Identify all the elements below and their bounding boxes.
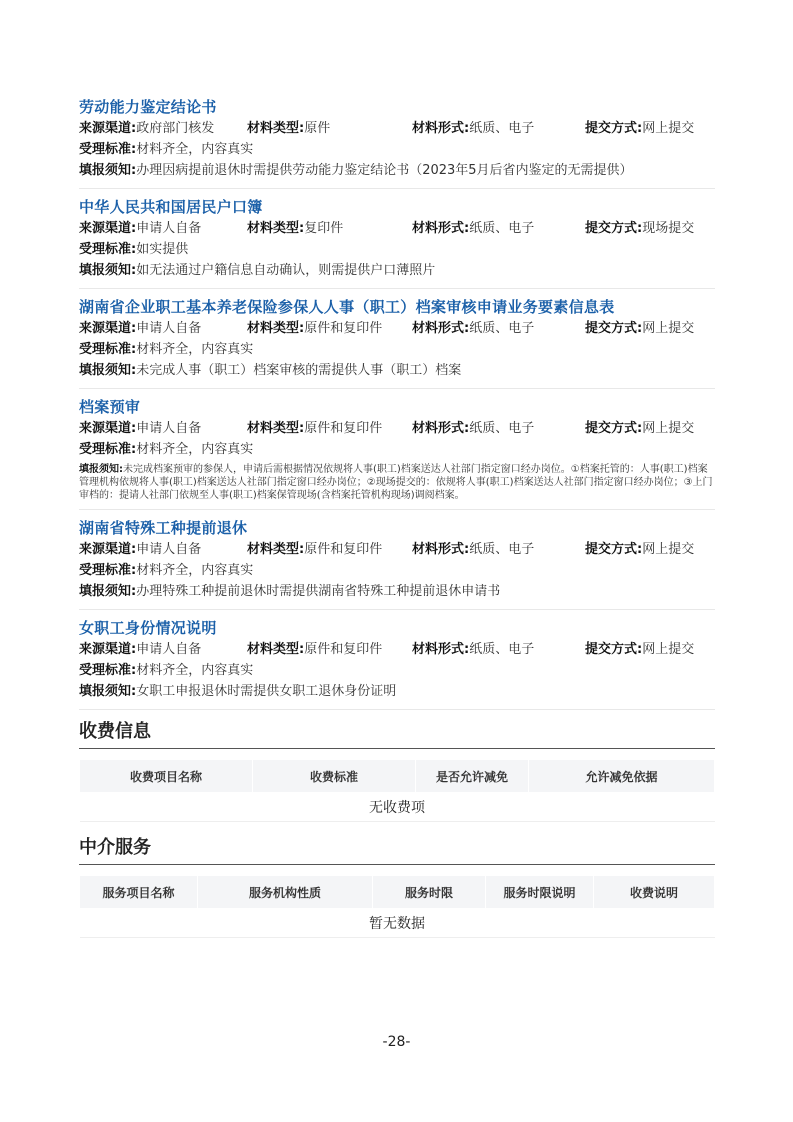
source-label: 来源渠道: (79, 542, 137, 557)
form-label: 材料形式: (412, 221, 470, 236)
material-item (79, 96, 715, 189)
notice-label: 填报须知: (79, 163, 137, 178)
material-item (79, 517, 715, 610)
form-value: 纸质、电子 (469, 642, 535, 657)
form-value: 纸质、电子 (469, 121, 535, 136)
agency-table (79, 875, 715, 938)
material-title: 劳动能力鉴定结论书 (79, 98, 217, 116)
type-value: 原件 (304, 121, 331, 136)
submit-value: 现场提交 (642, 221, 695, 236)
material-notice-row (79, 581, 715, 602)
notice-label: 填报须知: (79, 584, 137, 599)
standard-value: 材料齐全，内容真实 (136, 142, 254, 157)
submit-value: 网上提交 (642, 421, 695, 436)
standard-label: 受理标准: (79, 242, 137, 257)
source-value: 申请人自备 (136, 542, 202, 557)
notice-label: 填报须知: (79, 684, 137, 699)
material-notice-row (79, 681, 715, 702)
fee-table-row (80, 793, 715, 822)
source-label: 来源渠道: (79, 642, 137, 657)
notice-value: 女职工申报退休时需提供女职工退休身份证明 (136, 684, 397, 699)
notice-label: 填报须知: (79, 363, 137, 378)
submit-label: 提交方式: (585, 642, 643, 657)
notice-label: 填报须知: (79, 263, 137, 278)
material-standard-row (79, 239, 715, 260)
material-title: 档案预审 (79, 398, 141, 416)
material-meta-row (79, 318, 715, 339)
type-label: 材料类型: (247, 221, 305, 236)
material-notice-row (79, 160, 715, 181)
material-meta-row (79, 539, 715, 560)
type-label: 材料类型: (247, 321, 305, 336)
material-meta-row (79, 218, 715, 239)
fee-header-basis: 允许减免依据 (529, 760, 715, 793)
standard-label: 受理标准: (79, 663, 137, 678)
material-standard-row (79, 439, 715, 460)
source-value: 申请人自备 (136, 642, 202, 657)
page-number: -28- (382, 1034, 411, 1050)
notice-value: 办理特殊工种提前退休时需提供湖南省特殊工种提前退休申请书 (136, 584, 501, 599)
fee-empty-text: 无收费项 (80, 793, 715, 822)
form-label: 材料形式: (412, 542, 470, 557)
material-notice-row (79, 360, 715, 381)
submit-value: 网上提交 (642, 121, 695, 136)
standard-label: 受理标准: (79, 442, 137, 457)
source-value: 申请人自备 (136, 421, 202, 436)
standard-value: 材料齐全，内容真实 (136, 563, 254, 578)
material-notice-row (79, 460, 715, 502)
standard-value: 材料齐全，内容真实 (136, 442, 254, 457)
form-value: 纸质、电子 (469, 421, 535, 436)
notice-label: 填报须知: (79, 464, 123, 475)
source-label: 来源渠道: (79, 421, 137, 436)
material-standard-row (79, 339, 715, 360)
type-label: 材料类型: (247, 542, 305, 557)
agency-header-time-note: 服务时限说明 (486, 876, 594, 909)
type-value: 原件和复印件 (304, 421, 383, 436)
agency-empty-text: 暂无数据 (80, 909, 715, 938)
type-label: 材料类型: (247, 121, 305, 136)
type-value: 复印件 (304, 221, 344, 236)
fee-header-waivable: 是否允许减免 (416, 760, 529, 793)
material-title: 女职工身份情况说明 (79, 619, 217, 637)
material-title: 湖南省特殊工种提前退休 (79, 519, 248, 537)
type-label: 材料类型: (247, 642, 305, 657)
fee-header-name: 收费项目名称 (80, 760, 253, 793)
material-meta-row (79, 639, 715, 660)
fee-section (79, 718, 715, 822)
form-label: 材料形式: (412, 421, 470, 436)
fee-table (79, 759, 715, 822)
source-label: 来源渠道: (79, 221, 137, 236)
material-title: 中华人民共和国居民户口簿 (79, 198, 263, 216)
submit-label: 提交方式: (585, 542, 643, 557)
type-value: 原件和复印件 (304, 321, 383, 336)
standard-label: 受理标准: (79, 142, 137, 157)
notice-value: 未完成档案预审的参保人，申请后需根据情况依规将人事(职工)档案送达人社部门指定窗口经办岗位。①档案托管的：人事(职工)档案管理机构依规将人事(职工)档案送达人社部门指定窗口经办岗位；②现场提交的：依规将人事(职工)档案送达人社部门指定窗口经办岗位；③上门审档的：提请人社部门依规至人事(职工)档案保管现场(含档案托管机构现场)调阅档案。 (79, 464, 713, 501)
agency-header-time: 服务时限 (373, 876, 486, 909)
material-notice-row (79, 260, 715, 281)
fee-section-title: 收费信息 (79, 718, 715, 749)
submit-label: 提交方式: (585, 321, 643, 336)
agency-table-header-row (80, 876, 715, 909)
agency-header-name: 服务项目名称 (80, 876, 198, 909)
form-value: 纸质、电子 (469, 221, 535, 236)
standard-value: 材料齐全，内容真实 (136, 342, 254, 357)
form-value: 纸质、电子 (469, 321, 535, 336)
agency-table-row (80, 909, 715, 938)
type-value: 原件和复印件 (304, 542, 383, 557)
standard-value: 如实提供 (136, 242, 189, 257)
form-label: 材料形式: (412, 121, 470, 136)
agency-header-nature: 服务机构性质 (198, 876, 373, 909)
materials-list (79, 96, 715, 710)
notice-value: 如无法通过户籍信息自动确认，则需提供户口薄照片 (136, 263, 436, 278)
material-title: 湖南省企业职工基本养老保险参保人人事（职工）档案审核申请业务要素信息表 (79, 298, 615, 316)
submit-label: 提交方式: (585, 221, 643, 236)
notice-value: 办理因病提前退休时需提供劳动能力鉴定结论书（2023年5月后省内鉴定的无需提供） (136, 163, 633, 178)
material-standard-row (79, 660, 715, 681)
submit-value: 网上提交 (642, 321, 695, 336)
notice-value: 未完成人事（职工）档案审核的需提供人事（职工）档案 (136, 363, 462, 378)
agency-section (79, 834, 715, 938)
source-value: 政府部门核发 (136, 121, 215, 136)
type-value: 原件和复印件 (304, 642, 383, 657)
source-value: 申请人自备 (136, 221, 202, 236)
material-standard-row (79, 560, 715, 581)
material-standard-row (79, 139, 715, 160)
material-item (79, 196, 715, 289)
material-meta-row (79, 118, 715, 139)
page-content (79, 96, 715, 938)
submit-value: 网上提交 (642, 642, 695, 657)
agency-section-title: 中介服务 (79, 834, 715, 865)
fee-header-standard: 收费标准 (253, 760, 416, 793)
standard-value: 材料齐全，内容真实 (136, 663, 254, 678)
agency-header-fee-note: 收费说明 (594, 876, 715, 909)
fee-table-header-row (80, 760, 715, 793)
form-label: 材料形式: (412, 321, 470, 336)
form-label: 材料形式: (412, 642, 470, 657)
standard-label: 受理标准: (79, 342, 137, 357)
material-item (79, 617, 715, 710)
source-label: 来源渠道: (79, 321, 137, 336)
standard-label: 受理标准: (79, 563, 137, 578)
submit-label: 提交方式: (585, 121, 643, 136)
type-label: 材料类型: (247, 421, 305, 436)
form-value: 纸质、电子 (469, 542, 535, 557)
material-meta-row (79, 418, 715, 439)
source-label: 来源渠道: (79, 121, 137, 136)
submit-value: 网上提交 (642, 542, 695, 557)
submit-label: 提交方式: (585, 421, 643, 436)
material-item (79, 296, 715, 389)
source-value: 申请人自备 (136, 321, 202, 336)
material-item (79, 396, 715, 510)
